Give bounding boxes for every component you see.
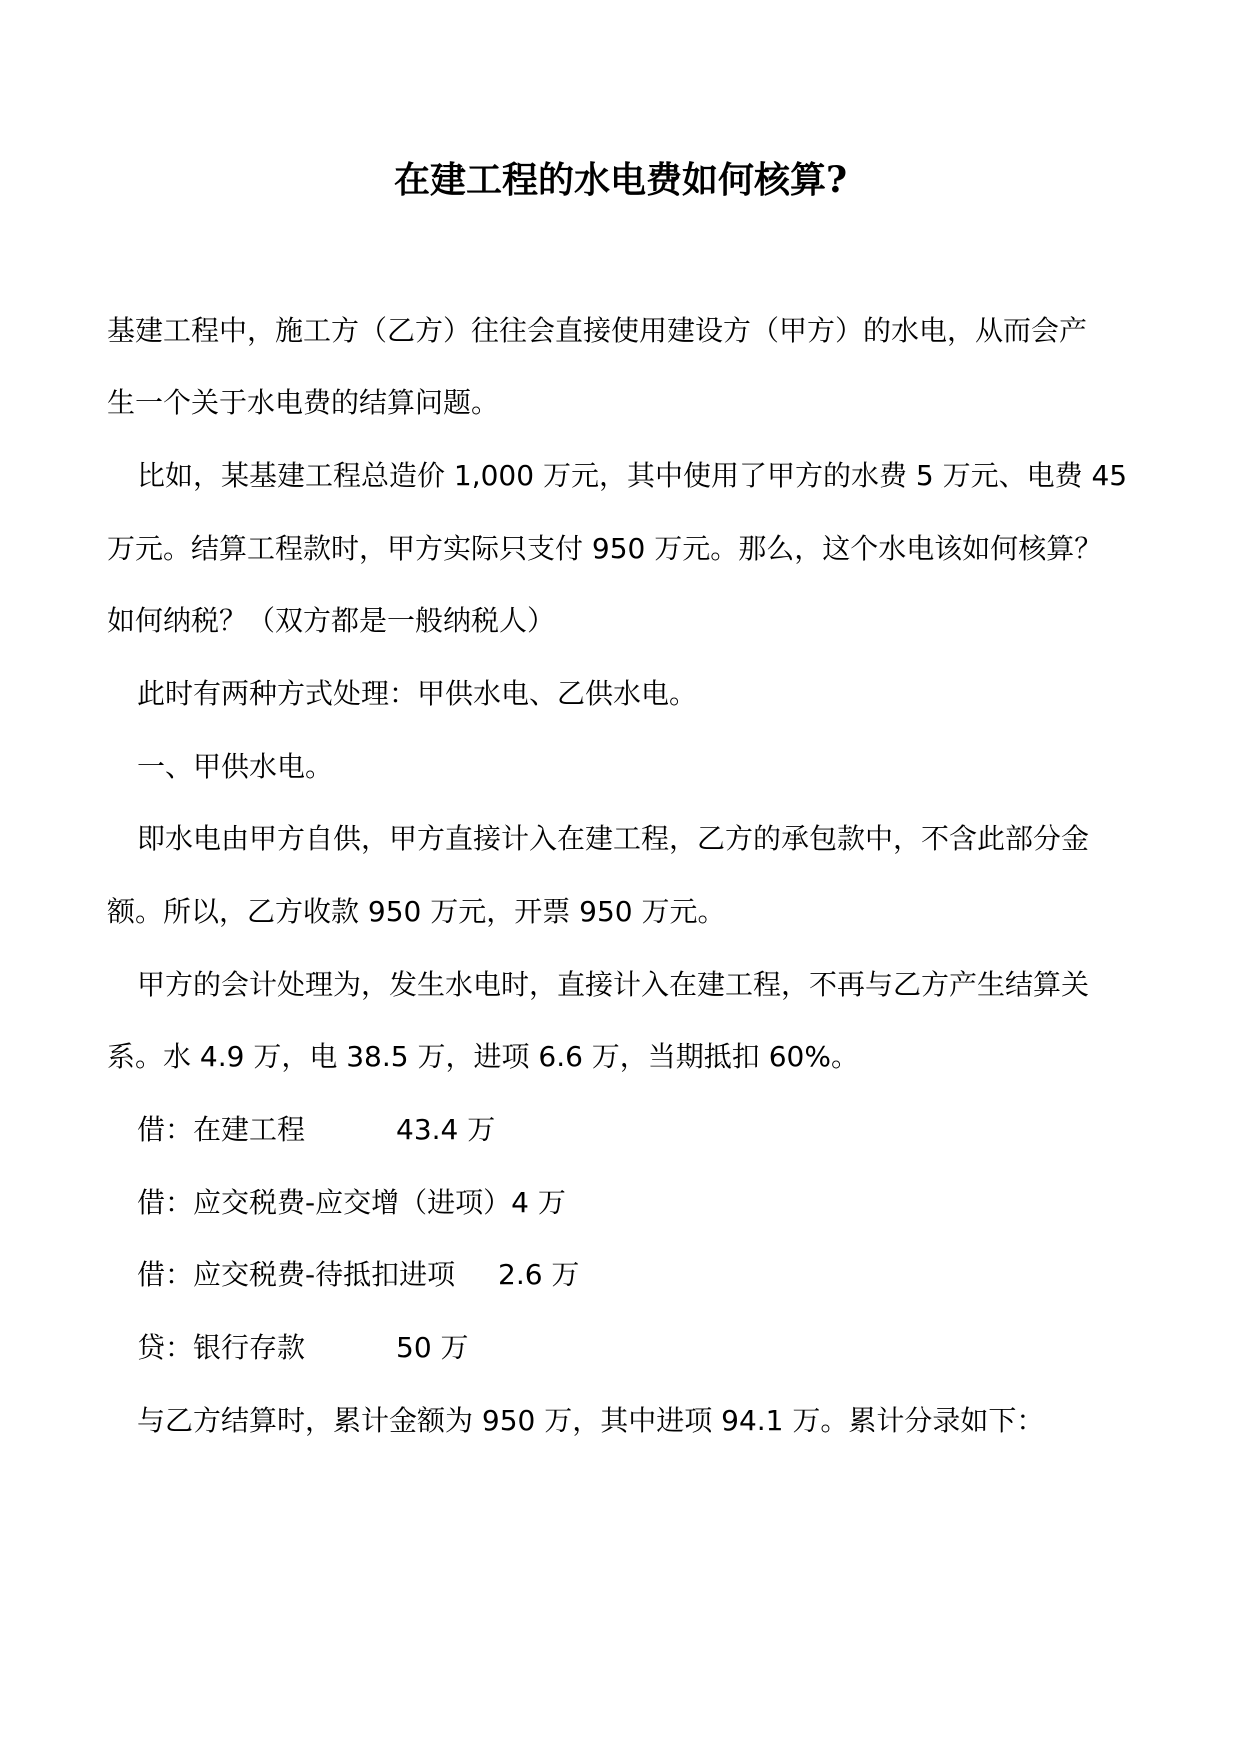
paragraph-1-line-1: 基建工程中，施工方（乙方）往往会直接使用建设方（甲方）的水电，从而会产: [107, 314, 1088, 347]
journal-entry-account: 贷：银行存款: [137, 1331, 306, 1364]
journal-entry-amount: 43.4 万: [396, 1113, 496, 1146]
paragraph-3: 此时有两种方式处理：甲供水电、乙供水电。: [137, 677, 698, 710]
paragraph-6-line-2: 系。水 4.9 万，电 38.5 万，进项 6.6 万，当期抵扣 60%。: [107, 1040, 859, 1073]
paragraph-7: 与乙方结算时，累计金额为 950 万，其中进项 94.1 万。累计分录如下：: [137, 1404, 1045, 1437]
paragraph-2-line-3: 如何纳税？（双方都是一般纳税人）: [107, 604, 556, 637]
journal-entry-account: 借：应交税费-待抵扣进项: [137, 1258, 456, 1291]
paragraph-2-line-2: 万元。结算工程款时，甲方实际只支付 950 万元。那么，这个水电该如何核算？: [107, 532, 1103, 565]
section-heading-1: 一、甲供水电。: [137, 750, 334, 783]
journal-entry-amount: 50 万: [396, 1331, 469, 1364]
paragraph-2-line-1: 比如，某基建工程总造价 1,000 万元，其中使用了甲方的水费 5 万元、电费 45: [137, 459, 1128, 492]
document-title: 在建工程的水电费如何核算?: [393, 159, 848, 201]
paragraph-1-line-2: 生一个关于水电费的结算问题。: [107, 386, 500, 419]
paragraph-5-line-2: 额。所以，乙方收款 950 万元，开票 950 万元。: [107, 895, 726, 928]
journal-entry-amount: 2.6 万: [498, 1258, 580, 1291]
paragraph-5-line-1: 即水电由甲方自供，甲方直接计入在建工程，乙方的承包款中，不含此部分金: [137, 822, 1090, 855]
paragraph-6-line-1: 甲方的会计处理为，发生水电时，直接计入在建工程，不再与乙方产生结算关: [137, 968, 1090, 1001]
journal-entry-account: 借：应交税费-应交增（进项）4 万: [137, 1186, 566, 1219]
journal-entry-account: 借：在建工程: [137, 1113, 306, 1146]
